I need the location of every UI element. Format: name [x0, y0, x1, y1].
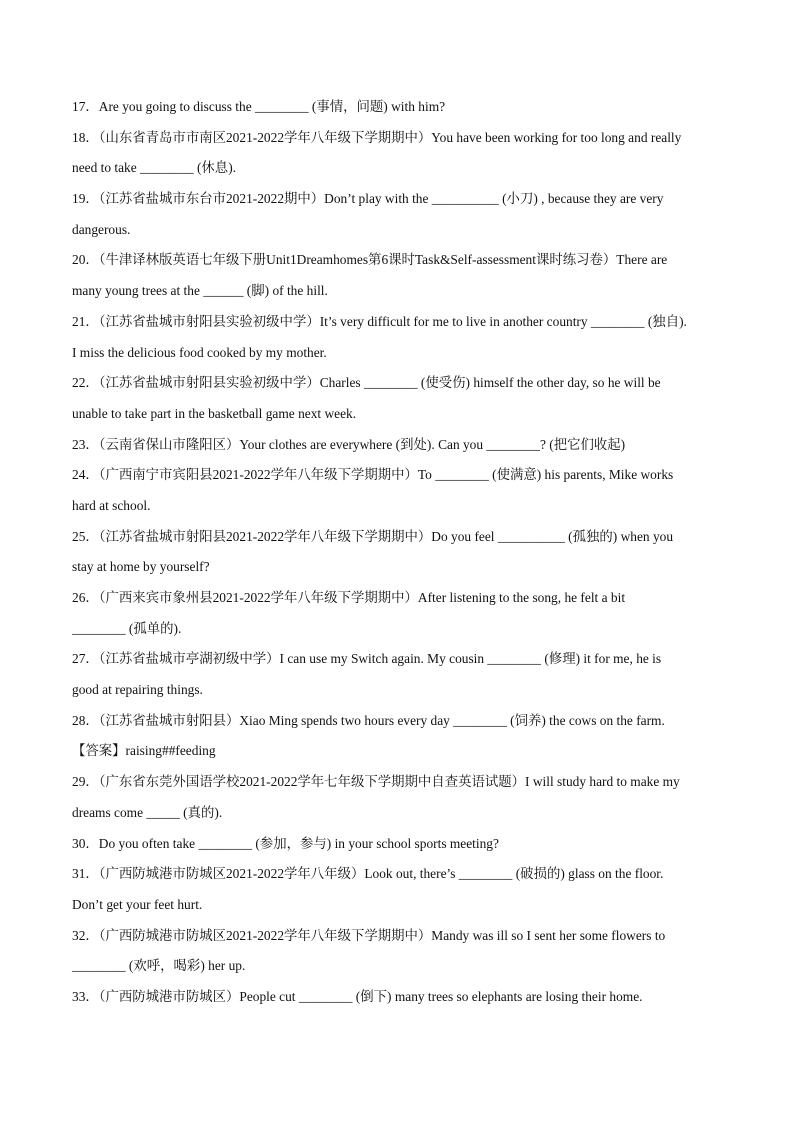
question-17: 17．Are you going to discuss the ________ (事情，问题) with him?: [72, 99, 446, 114]
question-20: 20．（牛津译林版英语七年级下册Unit1Dreamhomes第6课时Task&Self-assessment课时练习卷）There are: [72, 252, 668, 268]
answer-28: 【答案】raising##feeding: [72, 743, 216, 759]
exercise-list: [72, 92, 734, 1013]
question-24: 24．（广西南宁市宾阳县2021-2022学年八年级下学期期中）To ________ (使满意) his parents, Mike works: [72, 467, 674, 483]
question-22-continued: unable to take part in the basketball game next week.: [72, 405, 357, 421]
question-23: 23．（云南省保山市隆阳区）Your clothes are everywhere (到处). Can you ________? (把它们收起): [72, 436, 626, 452]
question-30: 30．Do you often take ________ (参加，参与) in your school sports meeting?: [72, 835, 499, 851]
question-18: 18．（山东省青岛市市南区2021-2022学年八年级下学期期中）You have been working for too long and really: [72, 129, 682, 145]
question-28: 28．（江苏省盐城市射阳县）Xiao Ming spends two hours every day ________ (饲养) the cows on the farm.: [72, 712, 665, 728]
question-29: 29．（广东省东莞外国语学校2021-2022学年七年级下学期期中自查英语试题）I will study hard to make my: [72, 774, 680, 790]
question-19: 19．（江苏省盐城市东台市2021-2022期中）Don’t play with the __________ (小刀) , because they are very: [72, 191, 664, 207]
question-22: 22．（江苏省盐城市射阳县实验初级中学）Charles ________ (使受伤) himself the other day, so he will be: [72, 375, 661, 391]
question-32-continued: ________ (欢呼，喝彩) her up.: [72, 958, 246, 974]
question-25: 25．（江苏省盐城市射阳县2021-2022学年八年级下学期期中）Do you feel __________ (孤独的) when you: [72, 528, 674, 544]
question-20-continued: many young trees at the ______ (脚) of the hill.: [72, 283, 328, 299]
question-27-continued: good at repairing things.: [72, 682, 203, 698]
question-29-continued: dreams come _____ (真的).: [72, 804, 223, 820]
question-33: 33．（广西防城港市防城区）People cut ________ (倒下) many trees so elephants are losing their home.: [72, 988, 643, 1004]
question-21: 21．（江苏省盐城市射阳县实验初级中学）It’s very difficult for me to live in another country ________ (独自).: [72, 313, 687, 329]
question-32: 32．（广西防城港市防城区2021-2022学年八年级下学期期中）Mandy was ill so I sent her some flowers to: [72, 927, 666, 943]
question-31-continued: Don’t get your feet hurt.: [72, 896, 203, 912]
question-25-continued: stay at home by yourself?: [72, 559, 210, 575]
question-26: 26．（广西来宾市象州县2021-2022学年八年级下学期期中）After listening to the song, he felt a bit: [72, 590, 626, 605]
question-19-continued: dangerous.: [72, 221, 131, 237]
question-24-continued: hard at school.: [72, 497, 151, 513]
question-27: 27．（江苏省盐城市亭湖初级中学）I can use my Switch again. My cousin ________ (修理) it for me, he is: [72, 651, 662, 667]
question-18-continued: need to take ________ (休息).: [72, 160, 236, 176]
question-21-continued: I miss the delicious food cooked by my mother.: [72, 344, 327, 360]
question-26-continued: ________ (孤单的).: [72, 620, 182, 636]
question-31: 31．（广西防城港市防城区2021-2022学年八年级）Look out, there’s ________ (破损的) glass on the floor.: [72, 866, 664, 882]
